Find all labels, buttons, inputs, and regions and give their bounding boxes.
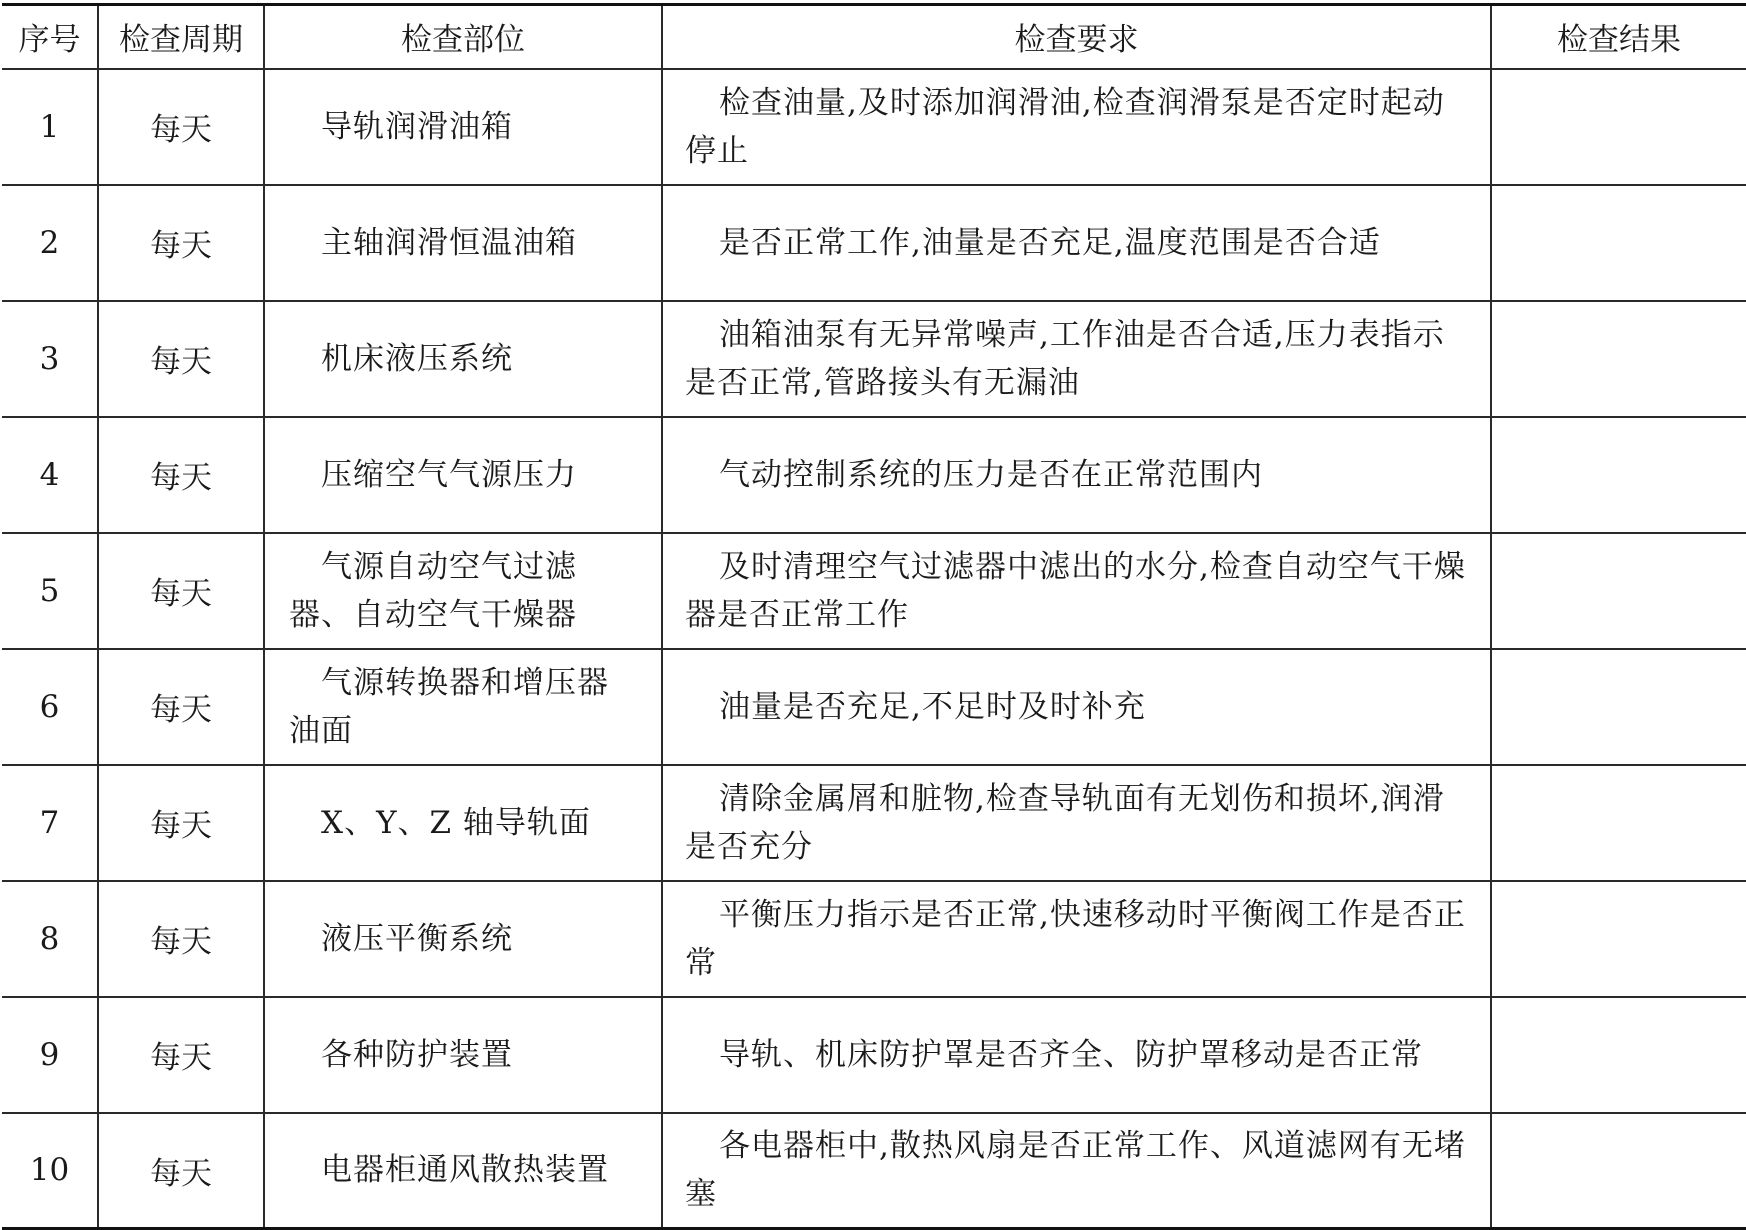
cell-no: 2: [2, 185, 98, 301]
cell-result: [1491, 1113, 1746, 1229]
cell-period: 每天: [98, 1113, 264, 1229]
header-requirement: 检查要求: [662, 5, 1491, 69]
cell-result: [1491, 997, 1746, 1113]
table-row: [2, 301, 1746, 417]
cell-no: 6: [2, 649, 98, 765]
cell-no: 1: [2, 69, 98, 185]
cell-part: 各种防护装置: [264, 997, 662, 1113]
header-no: 序号: [2, 5, 98, 69]
cell-part: X、Y、Z 轴导轨面: [264, 765, 662, 881]
cell-result: [1491, 185, 1746, 301]
table-row: [2, 417, 1746, 533]
table-row: [2, 765, 1746, 881]
header-row: [2, 5, 1746, 69]
cell-result: [1491, 69, 1746, 185]
header-period: 检查周期: [98, 5, 264, 69]
cell-requirement: 及时清理空气过滤器中滤出的水分,检查自动空气干燥器是否正常工作: [662, 533, 1491, 649]
cell-period: 每天: [98, 649, 264, 765]
cell-part: 导轨润滑油箱: [264, 69, 662, 185]
cell-part: 主轴润滑恒温油箱: [264, 185, 662, 301]
cell-requirement: 油量是否充足,不足时及时补充: [662, 649, 1491, 765]
table-row: [2, 649, 1746, 765]
cell-period: 每天: [98, 417, 264, 533]
table-header: [2, 5, 1746, 69]
cell-part: 电器柜通风散热装置: [264, 1113, 662, 1229]
header-result: 检查结果: [1491, 5, 1746, 69]
cell-requirement: 油箱油泵有无异常噪声,工作油是否合适,压力表指示是否正常,管路接头有无漏油: [662, 301, 1491, 417]
cell-period: 每天: [98, 997, 264, 1113]
cell-result: [1491, 881, 1746, 997]
cell-no: 4: [2, 417, 98, 533]
cell-result: [1491, 649, 1746, 765]
cell-requirement: 是否正常工作,油量是否充足,温度范围是否合适: [662, 185, 1491, 301]
cell-period: 每天: [98, 301, 264, 417]
header-part: 检查部位: [264, 5, 662, 69]
cell-part: 压缩空气气源压力: [264, 417, 662, 533]
cell-period: 每天: [98, 881, 264, 997]
cell-requirement: 气动控制系统的压力是否在正常范围内: [662, 417, 1491, 533]
cell-part: 机床液压系统: [264, 301, 662, 417]
table-body: [2, 69, 1746, 1229]
cell-no: 8: [2, 881, 98, 997]
cell-result: [1491, 533, 1746, 649]
cell-requirement: 导轨、机床防护罩是否齐全、防护罩移动是否正常: [662, 997, 1491, 1113]
cell-no: 10: [2, 1113, 98, 1229]
cell-part: 气源转换器和增压器油面: [264, 649, 662, 765]
cell-result: [1491, 765, 1746, 881]
cell-no: 7: [2, 765, 98, 881]
cell-result: [1491, 301, 1746, 417]
table-row: [2, 185, 1746, 301]
cell-requirement: 平衡压力指示是否正常,快速移动时平衡阀工作是否正常: [662, 881, 1491, 997]
cell-requirement: 各电器柜中,散热风扇是否正常工作、风道滤网有无堵塞: [662, 1113, 1491, 1229]
daily-inspection-table: [2, 3, 1746, 1230]
cell-period: 每天: [98, 533, 264, 649]
cell-no: 9: [2, 997, 98, 1113]
cell-period: 每天: [98, 185, 264, 301]
cell-period: 每天: [98, 69, 264, 185]
cell-result: [1491, 417, 1746, 533]
cell-no: 5: [2, 533, 98, 649]
cell-part: 气源自动空气过滤器、自动空气干燥器: [264, 533, 662, 649]
cell-period: 每天: [98, 765, 264, 881]
table-row: [2, 69, 1746, 185]
cell-requirement: 清除金属屑和脏物,检查导轨面有无划伤和损坏,润滑是否充分: [662, 765, 1491, 881]
table-row: [2, 1113, 1746, 1229]
table-row: [2, 533, 1746, 649]
cell-part: 液压平衡系统: [264, 881, 662, 997]
cell-no: 3: [2, 301, 98, 417]
table-row: [2, 997, 1746, 1113]
cell-requirement: 检查油量,及时添加润滑油,检查润滑泵是否定时起动停止: [662, 69, 1491, 185]
table-row: [2, 881, 1746, 997]
